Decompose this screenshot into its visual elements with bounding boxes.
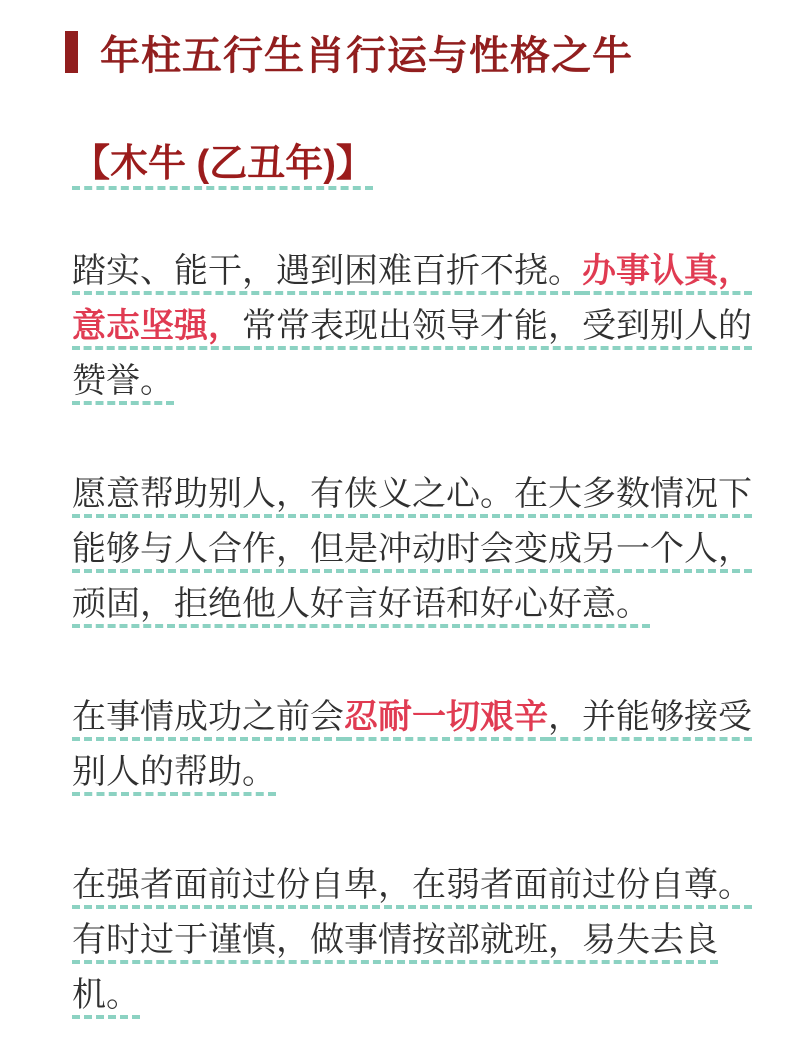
section-heading: 【木牛 (乙丑年)】 xyxy=(72,143,374,185)
paragraph xyxy=(72,467,752,632)
text-segment: 踏实、能干，遇到困难百折不挠。 xyxy=(72,252,582,290)
highlighted-text-segment: 忍耐一切艰辛 xyxy=(344,698,548,736)
text-segment: ，并能够接受别人的帮助。 xyxy=(72,698,752,791)
paragraph xyxy=(72,244,752,409)
paragraph xyxy=(72,690,752,800)
text-segment: 在事情成功之前会 xyxy=(72,698,344,736)
highlighted-text-segment: 办事认真，意志坚强， xyxy=(72,252,752,345)
accent-bar xyxy=(65,31,78,73)
text-segment: 常常表现出领导才能，受到别人的赞誉。 xyxy=(72,307,752,400)
text-segment: 在强者面前过份自卑，在弱者面前过份自尊。有时过于谨慎，做事情按部就班，易失去良机。 xyxy=(72,866,752,1014)
page-title: 年柱五行生肖行运与性格之牛 xyxy=(100,33,633,78)
title-row xyxy=(65,30,752,78)
paragraph xyxy=(72,858,752,1023)
text-segment: 愿意帮助别人，有侠义之心。在大多数情况下能够与人合作，但是冲动时会变成另一个人，顽固，拒绝他人好言好语和好心好意。 xyxy=(72,475,752,623)
